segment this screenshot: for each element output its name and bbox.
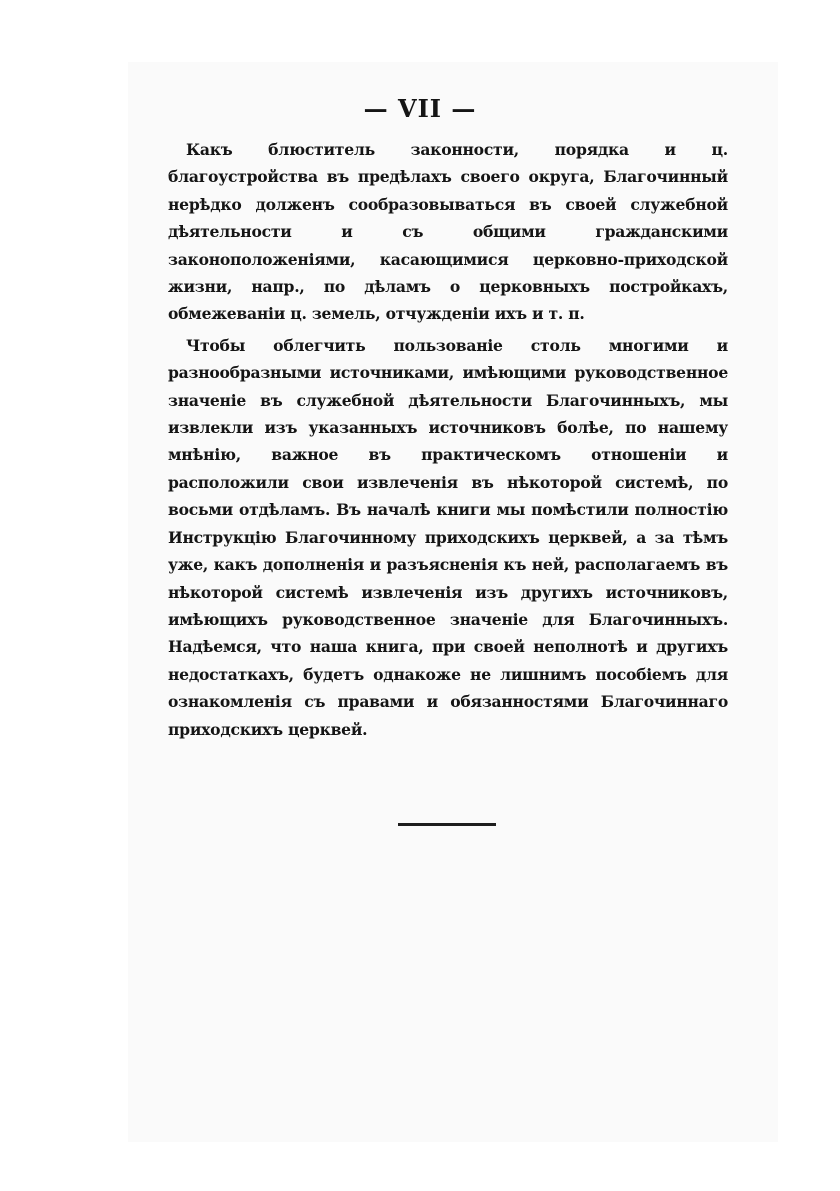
paragraph-2: Чтобы облегчить пользованіе столь многими и разнообразными источниками, имѣющими руководственное значеніе въ служебной дѣятельности Благочинныхъ, мы извлекли изъ указанныхъ источниковъ болѣе, по нашему мнѣнію, важное въ практическомъ отношеніи и расположили свои извлеченія въ нѣкоторой системѣ, по восьми отдѣламъ. Въ началѣ книги мы помѣстили полностію Инструкцію Благочинному приходскихъ церквей, а за тѣмъ уже, какъ дополненія и разъясненія къ ней, располагаемъ въ нѣкоторой системѣ извлеченія изъ другихъ источниковъ, имѣющихъ руководственное значеніе для Благочинныхъ. Надѣемся, что наша книга, при своей неполнотѣ и другихъ недостаткахъ, будетъ однакоже не лишнимъ пособіемъ для ознакомленія съ правами и обязанностями Благочиннаго приходскихъ церквей. (168, 335, 728, 739)
paragraph-1: Какъ блюститель законности, порядка и ц. благоустройства въ предѣлахъ своего округа, Благочинный нерѣдко долженъ сообразовываться въ своей служебной дѣятельности и съ общими гражданскими законоположеніями, касающимися церковно-приходской жизни, напр., по дѣламъ о церковныхъ постройкахъ, обмежеваніи ц. земель, отчужденіи ихъ и т. п. (168, 140, 728, 324)
section-end-rule (398, 823, 496, 826)
page-number: — VII — (363, 94, 477, 123)
body-text (168, 136, 728, 747)
